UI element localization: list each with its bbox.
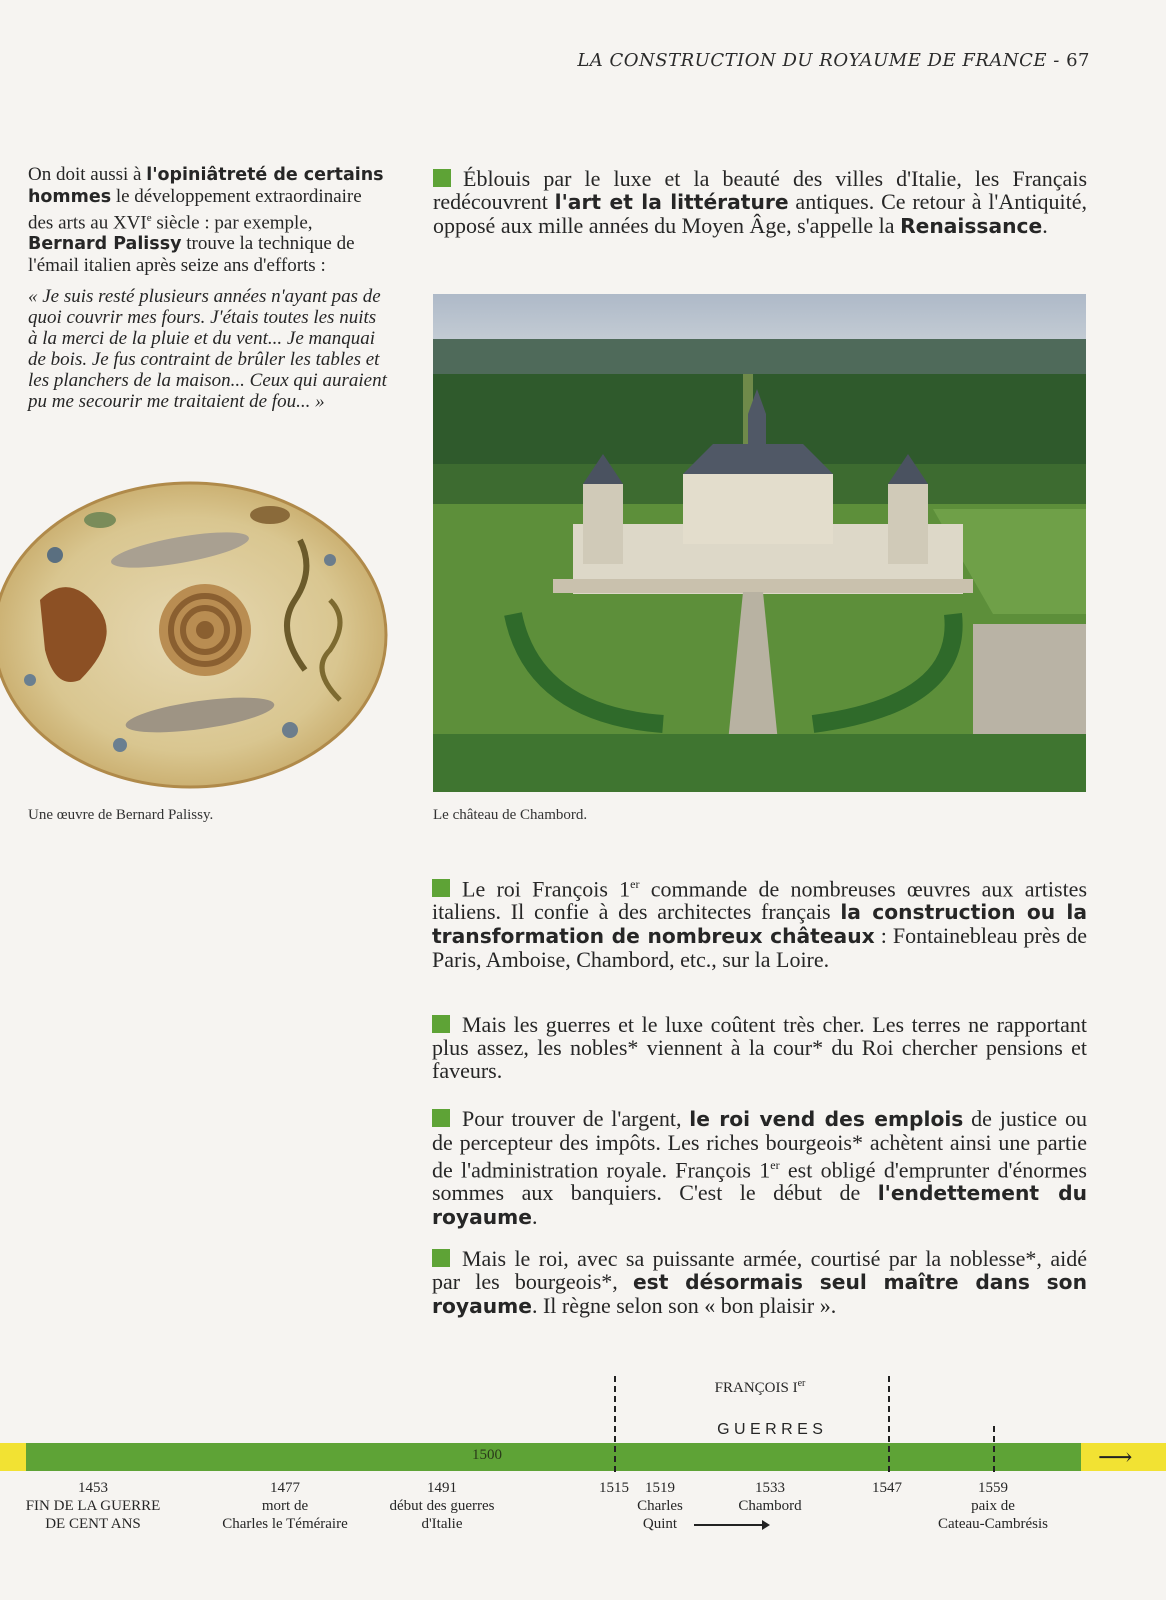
running-header: LA CONSTRUCTION DU ROYAUME DE FRANCE - 67 bbox=[577, 50, 1090, 71]
timeline-arrow-icon: ⟶ bbox=[1098, 1443, 1133, 1471]
arrow-right-icon bbox=[694, 1524, 768, 1526]
event-1491: 1491 début des guerres d'Italie bbox=[389, 1480, 495, 1532]
paragraph-roi: Mais le roi, avec sa puissante armée, courtisé par la noblesse*, aidé par les bourgeois*, est désormais seul maître dans son royaume. Il règne selon son « bon plaisir ». bbox=[432, 1246, 1087, 1318]
reign-end-marker bbox=[888, 1376, 890, 1472]
chateau-illustration bbox=[433, 294, 1086, 792]
event-1519: 1519 Charles Quint bbox=[637, 1480, 683, 1532]
palissy-quote: « Je suis resté plusieurs années n'ayant pas de quoi couvrir mes fours. J'étais toutes les nuits à la merci de la pluie et du vent... Je manquai de bois. Je fus contraint de brûler les tables et les planchers de la maison... Ceux qui auraient pu me secourir me traitaient de fou... » bbox=[28, 286, 387, 413]
paragraph-francois: Le roi François 1er commande de nombreuses œuvres aux artistes italiens. Il confie à des architectes français la construction ou la transformation de nombreux châteaux : Fontainebleau près de Paris, Amboise, Chambord, etc., sur la Loire. bbox=[432, 876, 1088, 973]
event-1559: 1559 paix de Cateau-Cambrésis bbox=[938, 1480, 1048, 1532]
event-1515: 1515 bbox=[599, 1480, 629, 1496]
plate-illustration bbox=[0, 480, 390, 790]
chambord-photo bbox=[433, 294, 1086, 792]
page-number: 67 bbox=[1066, 50, 1090, 71]
event-1453: 1453 FIN DE LA GUERRE DE CENT ANS bbox=[25, 1480, 161, 1532]
timeline-bar-year: 1500 bbox=[472, 1447, 502, 1463]
bullet-square-icon bbox=[432, 1015, 450, 1033]
timeline-bar-left-end bbox=[0, 1443, 26, 1471]
wars-label: G U E R R E S bbox=[717, 1421, 823, 1438]
sidebar-intro: On doit aussi à l'opiniâtreté de certains hommes le développement extraordinaire des arts au XVIe siècle : par exemple, Bernard Palissy trouve la technique de l'émail italien après seize ans d'efforts : bbox=[28, 164, 384, 277]
event-1477: 1477 mort de Charles le Téméraire bbox=[222, 1480, 348, 1532]
bullet-square-icon bbox=[433, 169, 451, 187]
palissy-plate-image bbox=[0, 480, 390, 790]
photo-caption: Le château de Chambord. bbox=[433, 807, 588, 823]
peace-marker bbox=[993, 1426, 995, 1472]
intro-paragraph: Éblouis par le luxe et la beauté des villes d'Italie, les Français redécouvrent l'art et la littérature antiques. Ce retour à l'Antiquité, opposé aux mille années du Moyen Âge, s'appelle la Renaissance. bbox=[433, 166, 1087, 238]
bullet-square-icon bbox=[432, 1109, 450, 1127]
sidebar-text bbox=[28, 164, 390, 422]
reign-start-marker bbox=[614, 1376, 616, 1472]
event-1547: 1547 bbox=[872, 1480, 902, 1496]
timeline-bar bbox=[26, 1443, 1081, 1471]
bullet-square-icon bbox=[432, 1249, 450, 1267]
reign-label: FRANÇOIS Ier bbox=[714, 1378, 806, 1396]
header-title: LA CONSTRUCTION DU ROYAUME DE FRANCE bbox=[577, 50, 1048, 71]
bullet-square-icon bbox=[432, 879, 450, 897]
paragraph-argent: Pour trouver de l'argent, le roi vend des emplois de justice ou de percepteur des impôts. Les riches bourgeois* achètent ainsi une partie de l'administration royale. François 1er est obligé d'emprunter d'énormes sommes aux banquiers. C'est le début de l'endettement du royaume. bbox=[432, 1106, 1087, 1230]
paragraph-guerres: Mais les guerres et le luxe coûtent très cher. Les terres ne rapportant plus assez, les nobles* viennent à la cour* du Roi chercher pensions et faveurs. bbox=[432, 1012, 1087, 1083]
plate-caption: Une œuvre de Bernard Palissy. bbox=[28, 807, 214, 823]
event-1533: 1533 Chambord bbox=[738, 1480, 802, 1514]
